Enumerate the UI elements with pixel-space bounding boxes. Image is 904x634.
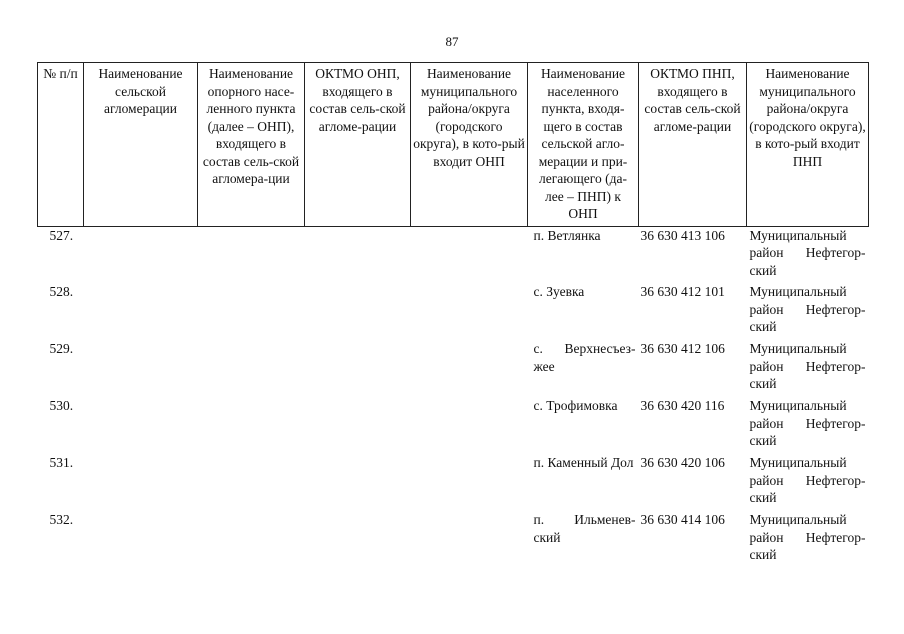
oktmo-onp-cell [305,511,411,568]
pnp-name-cell: п. Ветлянка [533,227,601,243]
table-row [38,283,869,340]
agglomeration-cell [84,511,198,568]
row-number: 527. [49,227,74,243]
agglomeration-cell [84,454,198,511]
oktmo-onp-cell [305,340,411,397]
oktmo-pnp-cell: 36 630 414 106 [640,512,725,527]
row-number: 530. [49,398,74,413]
agglomeration-cell [84,283,198,340]
header-municipality-onp: Наименование муниципального района/округа (городского округа), в кото-рый входит ОНП [411,63,528,227]
municipality-onp-cell [411,454,528,511]
header-oktmo-pnp: ОКТМО ПНП, входящего в состав сель-ской агломе-рации [639,63,747,227]
header-oktmo-onp: ОКТМО ОНП, входящего в состав сель-ской агломе-рации [305,63,411,227]
header-onp-name: Наименование опорного насе-ленного пункта (далее – ОНП), входящего в состав сель-ской агломера-ции [198,63,305,227]
header-municipality-pnp: Наименование муниципального района/округа (городского округа), в кото-рый входит ПНП [747,63,869,227]
table-row [38,454,869,511]
oktmo-onp-cell [305,283,411,340]
municipality-pnp-cell: Муниципальный район Нефтегор-ский [749,455,866,505]
municipality-onp-cell [411,340,528,397]
onp-cell [198,397,305,454]
onp-cell [198,340,305,397]
table-row [38,226,869,283]
row-number: 528. [49,284,74,299]
oktmo-pnp-cell: 36 630 420 116 [640,398,725,413]
onp-cell [198,226,305,283]
pnp-name-cell: с. Зуевка [533,284,585,299]
table-header-row [38,63,869,227]
header-pnp-name: Наименование населенного пункта, входя-щего в состав сельской агло-мерации и при-легающего (да-лее – ПНП) к ОНП [528,63,639,227]
pnp-name-cell: п. Ильменев-ский [533,512,636,545]
pnp-name-cell: п. Каменный Дол [533,455,634,470]
oktmo-pnp-cell: 36 630 412 106 [640,341,725,356]
municipality-pnp-cell: Муниципальный район Нефтегор-ский [749,512,866,562]
page-number: 87 [445,34,459,49]
municipality-onp-cell [411,511,528,568]
pnp-name-cell: с. Верхнесъез-жее [533,341,636,374]
oktmo-onp-cell [305,454,411,511]
row-number: 529. [49,341,74,356]
agglomeration-cell [84,397,198,454]
oktmo-pnp-cell: 36 630 412 101 [640,284,725,299]
agglomeration-table [37,62,869,568]
municipality-pnp-cell: Муниципальный район Нефтегор-ский [749,227,866,278]
row-number: 531. [49,455,74,470]
row-number: 532. [49,512,74,527]
oktmo-onp-cell [305,226,411,283]
oktmo-pnp-cell: 36 630 413 106 [640,227,725,243]
oktmo-onp-cell [305,397,411,454]
pnp-name-cell: с. Трофимовка [533,398,618,413]
agglomeration-cell [84,226,198,283]
municipality-onp-cell [411,397,528,454]
table-row [38,511,869,568]
table-row [38,340,869,397]
header-number: № п/п [38,63,84,227]
agglomeration-cell [84,340,198,397]
onp-cell [198,511,305,568]
municipality-pnp-cell: Муниципальный район Нефтегор-ский [749,341,866,391]
table-row [38,397,869,454]
municipality-onp-cell [411,226,528,283]
oktmo-pnp-cell: 36 630 420 106 [640,455,725,470]
onp-cell [198,283,305,340]
onp-cell [198,454,305,511]
municipality-onp-cell [411,283,528,340]
municipality-pnp-cell: Муниципальный район Нефтегор-ский [749,284,866,334]
header-agglomeration-name: Наименование сельской агломерации [84,63,198,227]
municipality-pnp-cell: Муниципальный район Нефтегор-ский [749,398,866,448]
